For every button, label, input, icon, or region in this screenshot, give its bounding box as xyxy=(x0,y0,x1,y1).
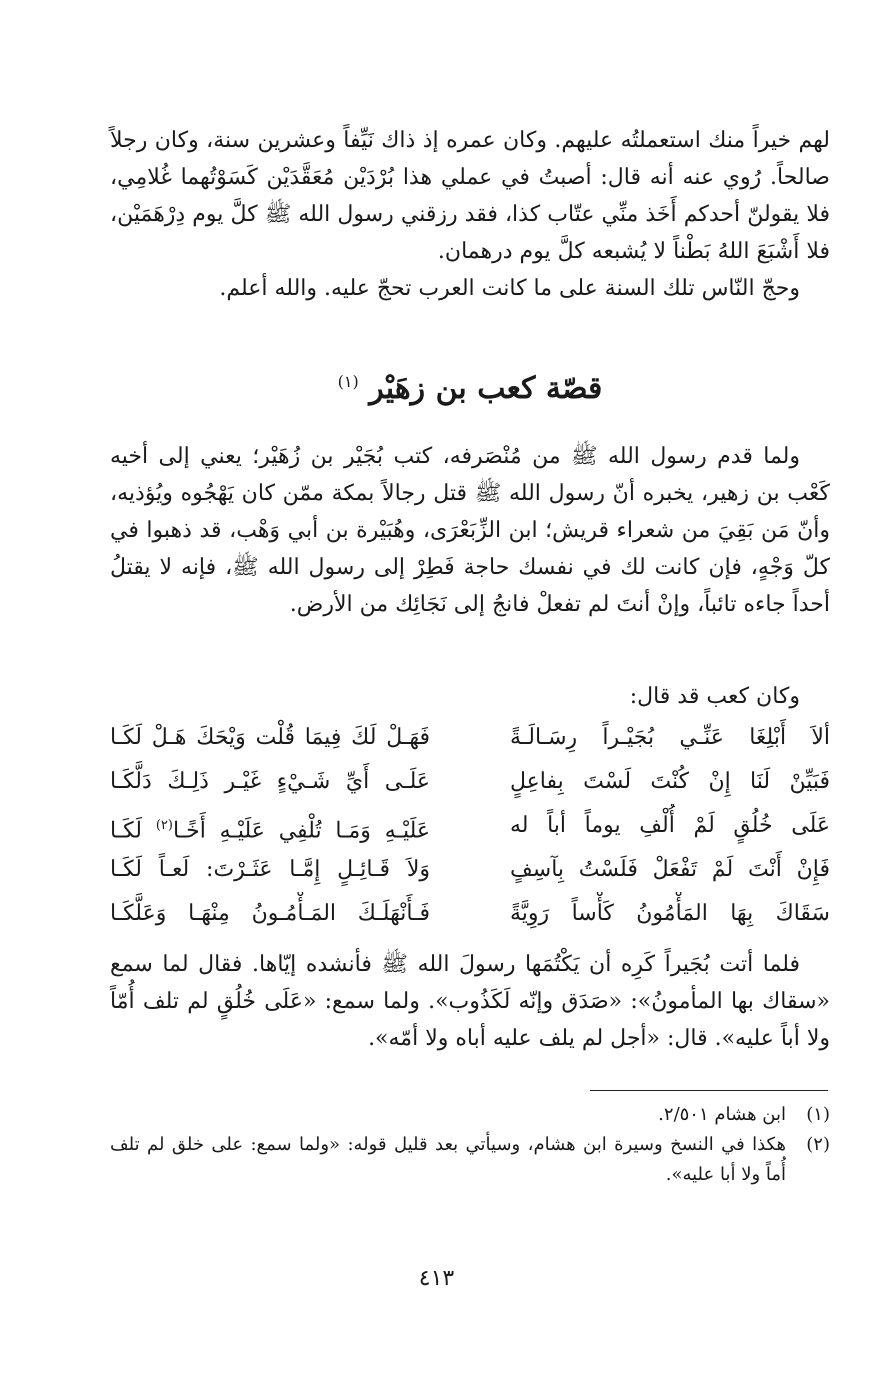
footnote-divider xyxy=(590,1090,828,1091)
story-paragraph: ولما قدم رسول الله ﷺ من مُنْصَرفه، كتب بُجَيْر بن زُهَيْر؛ يعني إلى أخيه كَعْب بن زهير، يخبره أنّ رسول الله ﷺ قتل رجالاً بمكة ممّن كان يَهْجُوه ويُؤذيه، وأنّ مَن بَقِيَ من شعراء قريش؛ ابن الزِّبَعْرَى، وهُبَيْرة بن أبي وَهْب، قد ذهبوا في كلّ وَجْهٍ، فإن كانت لك في نفسك حاجة فَطِرْ إلى رسول الله ﷺ، فإنه لا يقتلُ أحداً جاءه تائباً، وإنْ أنتَ لم تفعلْ فانجُ إلى نَجَائِك من الأرض. xyxy=(110,444,830,617)
footnote-text: ابن هشام ٢/٥٠١. xyxy=(658,1104,786,1125)
verse-second-hemistich-tail: لَكَـا xyxy=(110,818,156,844)
poem-verse xyxy=(110,716,830,760)
verse-second-hemistich-main: عَلَيْـهِ وَمَـا تُلْفِي عَلَيْـهِ أَخًـا xyxy=(172,818,430,844)
verse-second-hemistich: وَلاَ قَـائِـلٍ إِمَّـا عَثَـرْتَ: لَعـاً لَكَـا xyxy=(110,857,430,882)
verse-first-hemistich: ألاَ أَبْلِغَا عَنِّـي بُجَيْـراً رِسَـالَـةً xyxy=(510,725,830,750)
verse-second-hemistich: عَلَـى أَيِّ شَـيْءٍ غَيْـر ذَلِـكَ دَلَّكَـا xyxy=(110,769,430,794)
intro-section xyxy=(110,122,830,307)
verse-second-hemistich: فَـأَنْهَلَـكَ المَـأْمُـونُ مِنْهَـا وَعَلَّكَـا xyxy=(110,901,430,926)
after-poem-section xyxy=(110,946,830,1057)
poem-intro-section xyxy=(110,678,830,715)
poem-verse xyxy=(110,804,830,848)
section-title-text: قصّة كعب بن زهَيْر xyxy=(369,371,603,406)
poem-verse xyxy=(110,760,830,804)
poem-verse xyxy=(110,848,830,892)
intro-paragraph-1: لهم خيراً منك استعملتُه عليهم. وكان عمره إذ ذاك نَيِّفاً وعشرين سنة، وكان رجلاً صالحاً. رُوي عنه أنه قال: أصبتُ في عملي هذا بُرْدَيْن مُعَقَّدَيْن كَسَوْتُهما غُلامِي، فلا يقولنّ أحدكم أَخَذ منِّي عتّاب كذا، فقد رزقني رسول الله ﷺ كلَّ يوم دِرْهَمَيْن، فلا أَشْبَعَ اللهُ بَطْناً لا يُشبعه كلَّ يوم درهمان. xyxy=(110,128,830,264)
poem-intro-text: وكان كعب قد قال: xyxy=(629,684,800,709)
footnote-text: هكذا في النسخ وسيرة ابن هشام، وسيأتي بعد قليل قوله: «ولما سمع: على خلق لم تلف أُماً ولا أبا عليه». xyxy=(110,1134,786,1185)
verse-first-hemistich: سَقَاكَ بِهَا المَأْمُونُ كَأْساً رَوِيَّةً xyxy=(510,901,830,926)
footnote xyxy=(110,1100,830,1130)
verse-first-hemistich: عَلَى خُلُقٍ لَمْ أُلْفِ يوماً أباً له xyxy=(510,813,830,838)
verse-second-hemistich: فَهَـلْ لَكَ فِيمَا قُلْت وَيْحَكَ هَـلْ لَكَـا xyxy=(110,725,430,750)
section-title xyxy=(110,360,830,411)
poem-verse xyxy=(110,892,830,936)
verse-first-hemistich: فَإِنْ أَنْتَ لَمْ تَفْعَلْ فَلَسْتُ بِآسِفٍ xyxy=(510,857,830,882)
footnote-number: (٢) xyxy=(806,1134,830,1155)
verse-footnote-marker: (٢) xyxy=(155,818,173,833)
verse-second-hemistich xyxy=(110,804,430,848)
footnote xyxy=(110,1130,830,1190)
after-poem-paragraph: فلما أتت بُجَيراً كَرِه أن يَكْتُمَها رسولَ الله ﷺ فأنشده إيّاها. فقال لما سمع «سقاك بها المأمونُ»: «صَدَق وإنّه لَكَذُوب». ولما سمع: «عَلَى خُلُقٍ لم تلف أُمّاً ولا أباً عليه». قال: «أجل لم يلف عليه أباه ولا أمّه». xyxy=(110,952,830,1051)
intro-paragraph-2: وحجّ النّاس تلك السنة على ما كانت العرب تحجّ عليه. والله أعلم. xyxy=(219,276,800,301)
verse-first-hemistich: فَبَيِّنْ لَنَا إِنْ كُنْتَ لَسْتَ بِفاعِلٍ xyxy=(510,769,830,794)
page-number: ٤١٣ xyxy=(418,1266,455,1291)
footnote-number: (١) xyxy=(806,1104,830,1125)
section-title-footnote-marker: (١) xyxy=(337,372,359,391)
footnotes xyxy=(110,1100,830,1190)
poem xyxy=(110,716,830,936)
story-section xyxy=(110,438,830,623)
